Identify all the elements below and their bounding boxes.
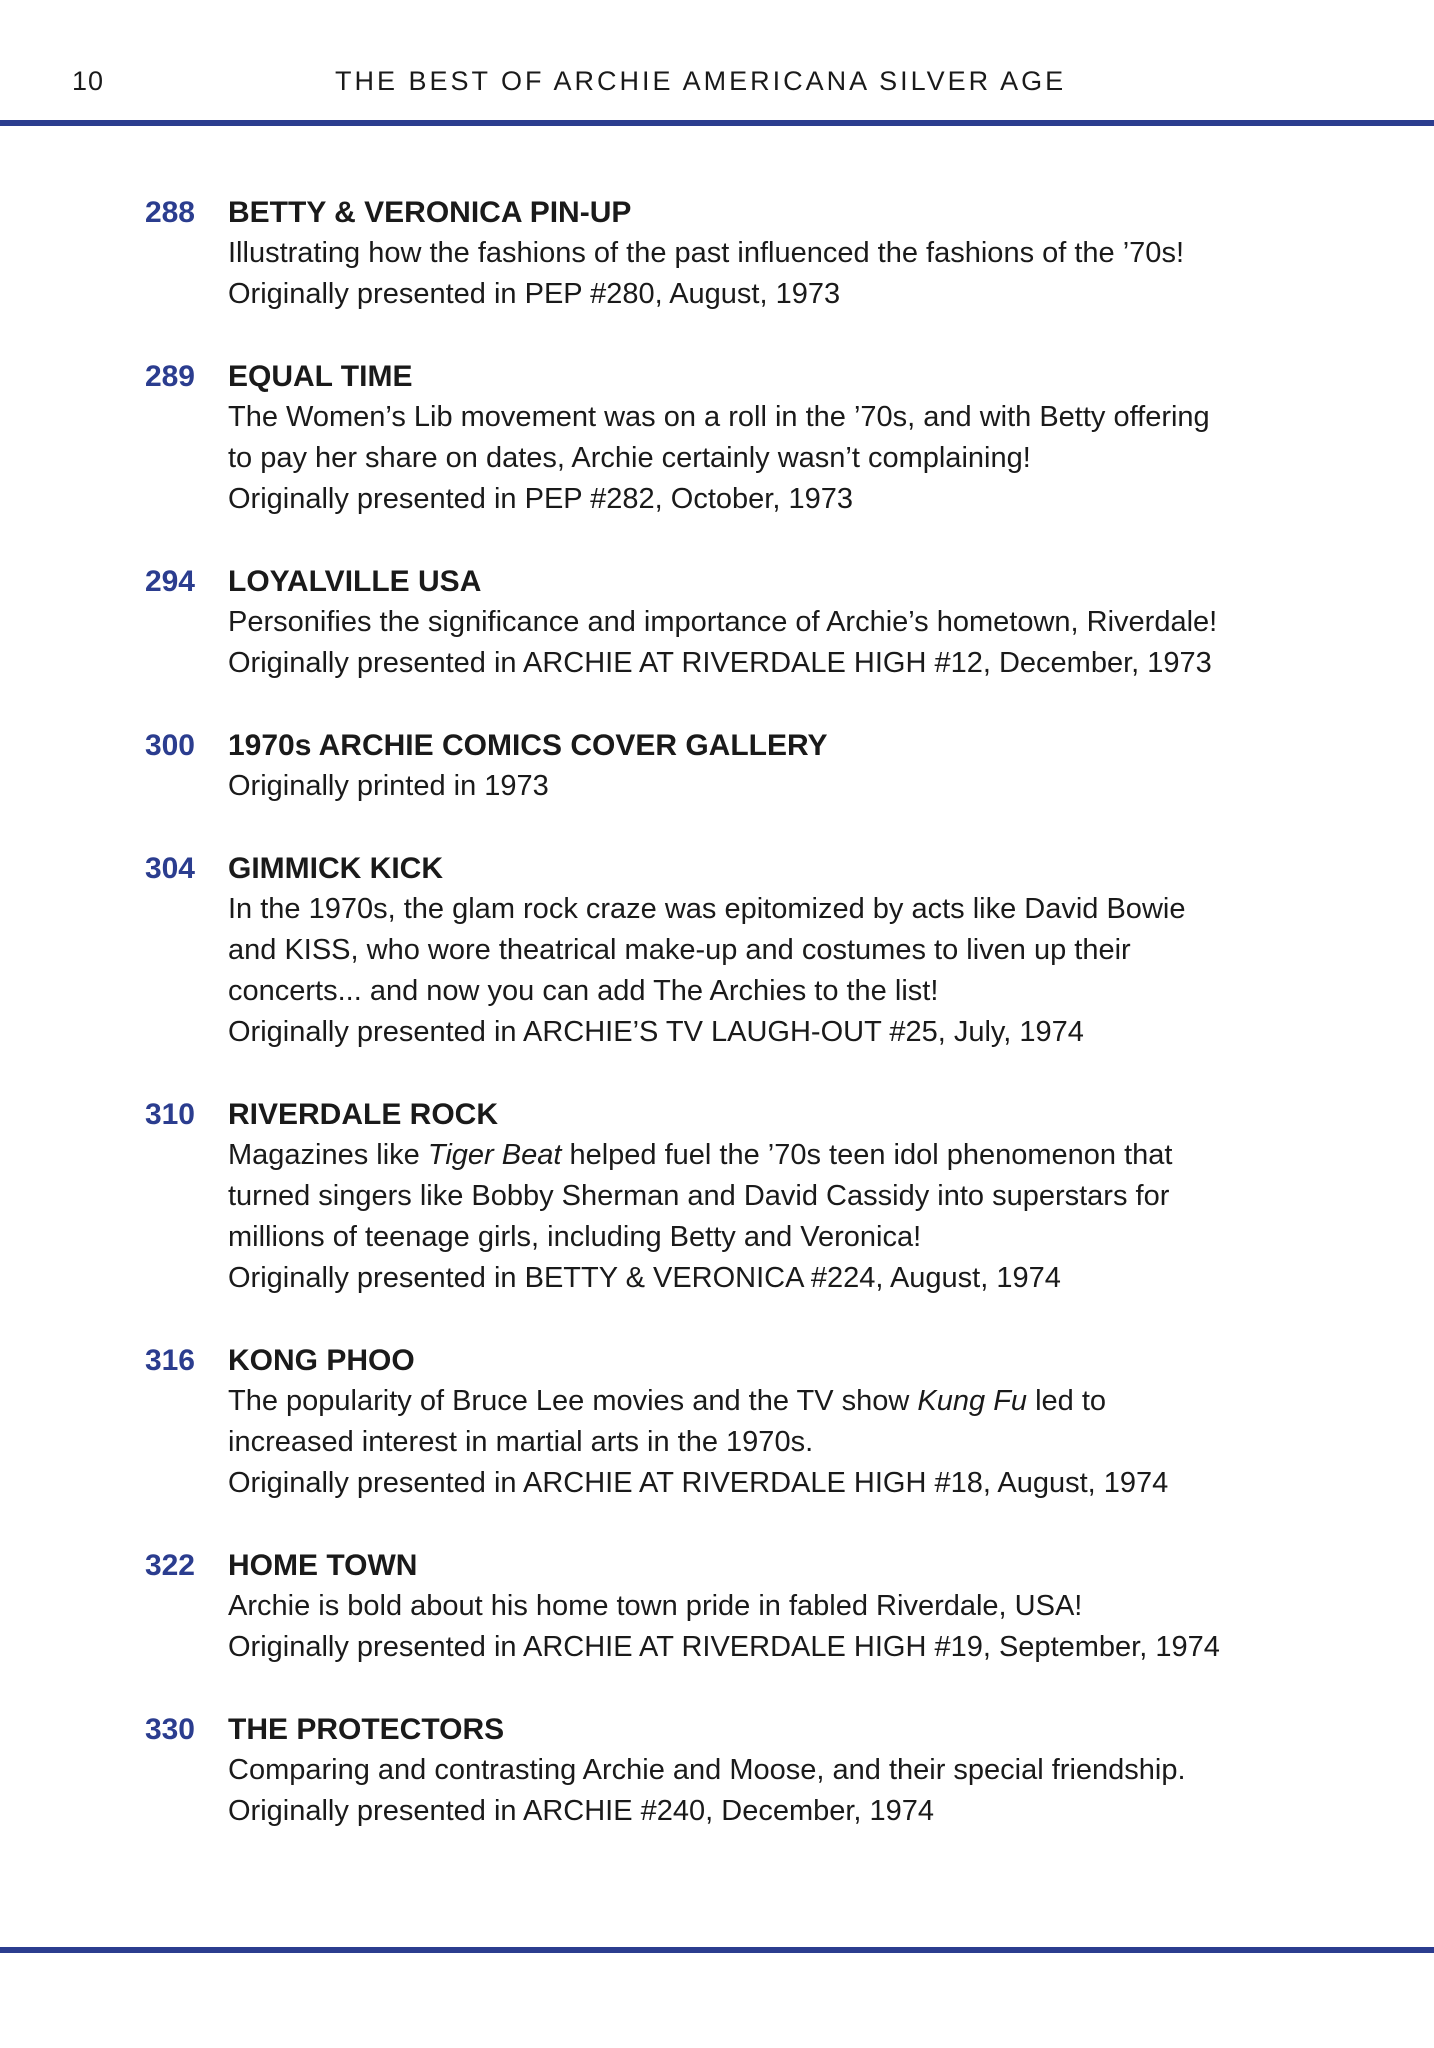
entry-description-line: The Women’s Lib movement was on a roll in the ’70s, and with Betty offering [228, 401, 1210, 433]
toc-entry [0, 725, 1434, 807]
entry-body [228, 1094, 1358, 1299]
entry-title: RIVERDALE ROCK [228, 1098, 499, 1131]
entry-title: EQUAL TIME [228, 360, 413, 393]
entry-text: The popularity of Bruce Lee movies and the TV show [228, 1385, 918, 1417]
entry-source-line: Originally presented in ARCHIE AT RIVERDALE HIGH #19, September, 1974 [228, 1631, 1220, 1663]
entry-text: helped fuel the ’70s teen idol phenomenon that [561, 1139, 1173, 1171]
entry-body [228, 561, 1358, 684]
entry-title: GIMMICK KICK [228, 852, 443, 885]
page-number: 10 [72, 66, 105, 96]
table-of-contents [0, 192, 1434, 1873]
entry-description-line: turned singers like Bobby Sherman and David Cassidy into superstars for [228, 1180, 1170, 1212]
entry-description-line: and KISS, who wore theatrical make-up and costumes to liven up their [228, 934, 1131, 966]
entry-page-number: 330 [144, 1713, 195, 1746]
entry-text: led to [1027, 1385, 1107, 1417]
entry-title: KONG PHOO [228, 1344, 415, 1377]
toc-entry [0, 356, 1434, 520]
running-title: THE BEST OF ARCHIE AMERICANA SILVER AGE [335, 66, 1067, 96]
entry-title: HOME TOWN [228, 1549, 418, 1582]
entry-description-line: increased interest in martial arts in the 1970s. [228, 1426, 814, 1458]
entry-page-number: 304 [144, 852, 195, 885]
entry-description-line: Comparing and contrasting Archie and Moose, and their special friendship. [228, 1754, 1186, 1786]
toc-entry [0, 848, 1434, 1053]
entry-source-line: Originally presented in PEP #280, August, 1973 [228, 278, 841, 310]
entry-description-line: concerts... and now you can add The Archies to the list! [228, 975, 939, 1007]
entry-description-line [228, 1381, 1358, 1422]
toc-entry [0, 1545, 1434, 1668]
entry-body [228, 848, 1358, 1053]
footer-rule [0, 1947, 1434, 1953]
entry-source-line: Originally presented in ARCHIE AT RIVERDALE HIGH #12, December, 1973 [228, 647, 1212, 679]
entry-source-line: Originally presented in ARCHIE #240, December, 1974 [228, 1795, 935, 1827]
entry-title: BETTY & VERONICA PIN-UP [228, 196, 632, 229]
entry-source-line: Originally presented in ARCHIE AT RIVERDALE HIGH #18, August, 1974 [228, 1467, 1169, 1499]
entry-description-line: Illustrating how the fashions of the past influenced the fashions of the ’70s! [228, 237, 1184, 269]
toc-entry [0, 1094, 1434, 1299]
entry-description-line: to pay her share on dates, Archie certainly wasn’t complaining! [228, 442, 1031, 474]
entry-page-number: 316 [144, 1344, 195, 1377]
entry-page-number: 288 [144, 196, 195, 229]
toc-entry [0, 561, 1434, 684]
header-rule [0, 120, 1434, 126]
entry-text: Magazines like [228, 1139, 428, 1171]
tv-show-title: Kung Fu [917, 1385, 1028, 1417]
entry-title: THE PROTECTORS [228, 1713, 505, 1746]
entry-page-number: 322 [144, 1549, 195, 1582]
entry-source-line: Originally printed in 1973 [228, 770, 549, 802]
entry-title: LOYALVILLE USA [228, 565, 482, 598]
entry-body [228, 1545, 1358, 1668]
entry-page-number: 294 [144, 565, 195, 598]
entry-page-number: 300 [144, 729, 195, 762]
toc-entry [0, 1709, 1434, 1832]
entry-title: 1970s ARCHIE COMICS COVER GALLERY [228, 729, 828, 762]
toc-entry [0, 1340, 1434, 1504]
entry-description-line: millions of teenage girls, including Betty and Veronica! [228, 1221, 922, 1253]
entry-description-line: Personifies the significance and importance of Archie’s hometown, Riverdale! [228, 606, 1218, 638]
entry-source-line: Originally presented in BETTY & VERONICA #224, August, 1974 [228, 1262, 1061, 1294]
entry-body [228, 1709, 1358, 1832]
entry-source-line: Originally presented in ARCHIE’S TV LAUGH-OUT #25, July, 1974 [228, 1016, 1084, 1048]
entry-body [228, 192, 1358, 315]
magazine-title: Tiger Beat [427, 1139, 562, 1171]
entry-description-line: Archie is bold about his home town pride in fabled Riverdale, USA! [228, 1590, 1083, 1622]
entry-body [228, 725, 1358, 807]
page-header [0, 0, 1434, 124]
entry-source-line: Originally presented in PEP #282, October, 1973 [228, 483, 853, 515]
entry-body [228, 1340, 1358, 1504]
entry-page-number: 289 [144, 360, 195, 393]
toc-entry [0, 192, 1434, 315]
entry-body [228, 356, 1358, 520]
entry-description-line: In the 1970s, the glam rock craze was epitomized by acts like David Bowie [228, 893, 1186, 925]
entry-description-line [228, 1135, 1358, 1176]
entry-page-number: 310 [144, 1098, 195, 1131]
